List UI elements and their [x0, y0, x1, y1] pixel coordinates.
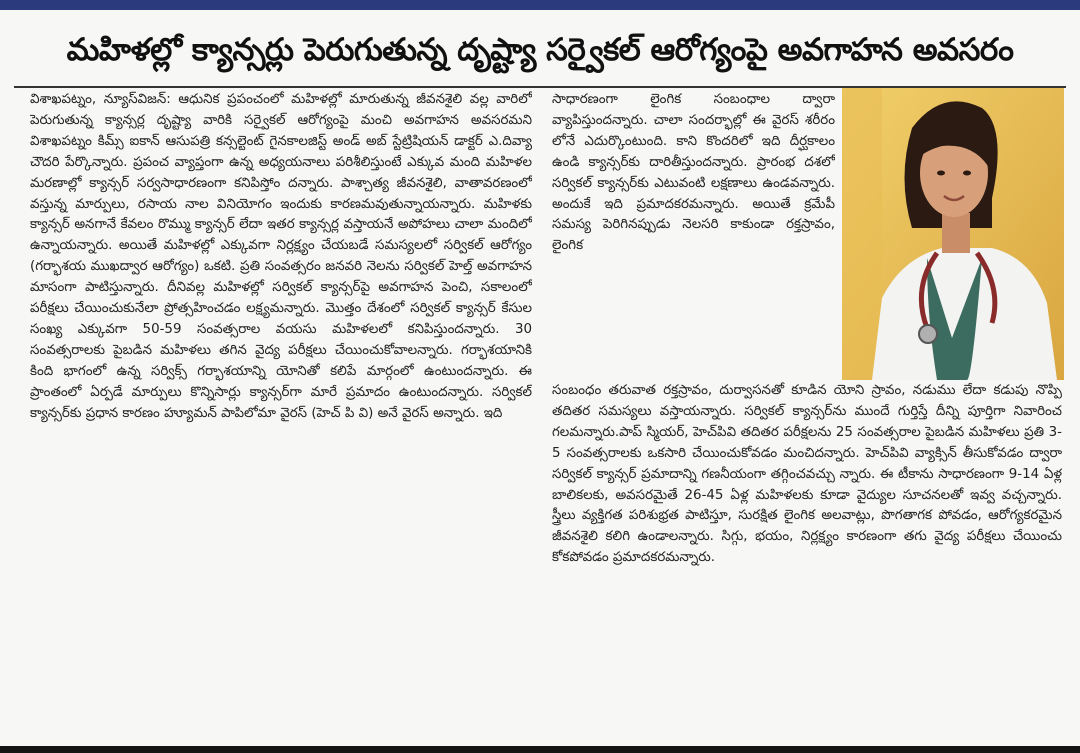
article-column-right-top — [552, 90, 835, 380]
article-column-right-bottom — [552, 381, 1062, 730]
article-text-right-bottom: సంబంధం తరువాత రక్తస్రావం, దుర్వాసనతో కూడిన యోని స్రావం, నడుము లేదా కడుపు నొప్పి తదితర సమస్యలు వస్తాయన్నారు. సర్వికల్ క్యాన్సర్‌ను ముందే గుర్తిస్తే దీన్ని పూర్తిగా నివారించ గలమన్నారు.పాప్ స్మియర్, హెచ్‌పివి తదితర పరీక్షలను 25 సంవత్సరాల పైబడిన మహిళలు ప్రతి 3-5 సంవత్సరాలకు ఒకసారి చేయించుకోవడం మంచిదన్నారు. హెచ్‌పివి వ్యాక్సిన్ తీసుకోవడం ద్వారా సర్వికల్ క్యాన్సర్ ప్రమాదాన్ని గణనీయంగా తగ్గించవచ్చు న్నారు. ఈ టీకాను సాధారణంగా 9-14 ఏళ్ల బాలికలకు, అవసరమైతే 26-45 ఏళ్ల మహిళలకు కూడా వైద్యుల సూచనలతో ఇవ్వ వచ్చన్నారు. స్త్రీలు వ్యక్తిగత పరిశుభ్రత పాటిస్తూ, సురక్షిత లైంగిక అలవాట్లు, పొగతాగక పోవడం, ఆరోగ్యకరమైన జీవనశైలి కలిగి ఉండాలన్నారు. సిగ్గు, భయం, నిర్లక్ష్యం కారణంగా తగు వైద్య పరీక్షలు చేయించు కోకపోవడం ప్రమాదకరమన్నారు. — [552, 383, 1062, 566]
top-color-band — [0, 0, 1080, 10]
article-text-left: విశాఖపట్నం, న్యూస్‌విజన్: ఆధునిక ప్రపంచంలో మహిళల్లో మారుతున్న జీవనశైలి వల్ల వారిలో పెరుగుతున్న క్యాన్సర్ల దృష్ట్యా వారికి సర్వైకల్ ఆరోగ్యంపై మంచి అవగాహన అవసరమని విశాఖపట్నం కిమ్స్ ఐకాన్ ఆసుపత్రి కన్సల్టెంట్ గైనకాలజిస్ట్ అండ్ అబ్ స్టేట్రిషియన్ డాక్టర్ ఎ.దివ్యా చౌదరి పేర్కొన్నారు. ప్రపంచ వ్యాప్తంగా ఉన్న అధ్యయనాలు పరిశీలిస్తుంటే ఎక్కువ మంది మహిళల మరణాల్లో క్యాన్సర్ సర్వసాధారణంగా కనిపిస్తోం దన్నారు. పాశ్చాత్య జీవనశైలి, వాతావరణంలో వస్తున్న మార్పులు, రసాయ నాల వినియోగం ఇందుకు కారణమవుతున్నాయన్నారు. మహిళకు క్యాన్సర్ అనగానే కేవలం రొమ్ము క్యాన్సర్ లేదా ఇతర క్యాన్సర్ల వస్తాయనే అపోహలు చాలా మందిలో ఉన్నాయన్నారు. అయితే మహిళల్లో ఎక్కువగా నిర్లక్ష్యం చేయబడే సమస్యలలో సర్వికల్ ఆరోగ్యం (గర్భాశయ ముఖద్వార ఆరోగ్యం) ఒకటి. ప్రతి సంవత్సరం జనవరి నెలను సర్వికల్ హెల్త్ అవగాహన మాసంగా పాటిస్తున్నారు. దీనివల్ల మహిళల్లో సర్వికల్ క్యాన్సర్‌పై అవగాహన పెంచి, సకాలంలో పరీక్షలు చేయించుకునేలా ప్రోత్సహించడం లక్ష్యమన్నారు. మొత్తం దేశంలో సర్వికల్ క్యాన్సర్ కేసుల సంఖ్య ఎక్కువగా 50-59 సంవత్సరాల వయసు మహిళలలో కనిపిస్తుందన్నారు. 30 సంవత్సరాలకు పైబడిన మహిళలు తగిన వైద్య పరీక్షలు చేయించుకోవాలన్నారు. గర్భాశయానికి కింది భాగంలో ఉన్న సర్విక్స్ గర్భాశయాన్ని యోనితో కలిపే మార్గంలో ఉంటుందన్నారు. ఈ ప్రాంతంలో ఏర్పడే మార్పులు కొన్నిసార్లు క్యాన్సర్‌గా మారే ప్రమాదం ఉంటుందన్నారు. సర్వికల్ క్యాన్సర్‌కు ప్రధాన కారణం హ్యూమన్ పాపిలోమా వైరస్ (హెచ్ పి వి) అనే వైరస్ అన్నారు. ఇది — [30, 92, 532, 421]
doctor-portrait-illustration — [842, 88, 1064, 380]
doctor-photo — [842, 88, 1064, 380]
article-text-right-top: సాధారణంగా లైంగిక సంబంధాల ద్వారా వ్యాపిస్తుందన్నారు. చాలా సందర్భాల్లో ఈ వైరస్ శరీరం లోనే ఎదుర్కొంటుంది. కాని కొందరిలో ఇది దీర్ఘకాలం ఉండి క్యాన్సర్‌కు దారితీస్తుందన్నారు. ప్రారంభ దశలో సర్వికల్ క్యాన్సర్‌కు ఎటువంటి లక్షణాలు ఉండవన్నారు. అందుకే ఇది ప్రమాదకరమన్నారు. అయితే క్రమేపీ సమస్య పెరిగినప్పుడు నెలసరి కాకుండా రక్తస్రావం, లైంగిక — [552, 92, 835, 254]
article-headline: మహిళల్లో క్యాన్సర్లు పెరుగుతున్న దృష్ట్యా సర్వైకల్ ఆరోగ్యంపై అవగాహన అవసరం — [66, 31, 1014, 68]
bottom-border — [0, 746, 1080, 753]
article-column-left — [30, 90, 532, 730]
